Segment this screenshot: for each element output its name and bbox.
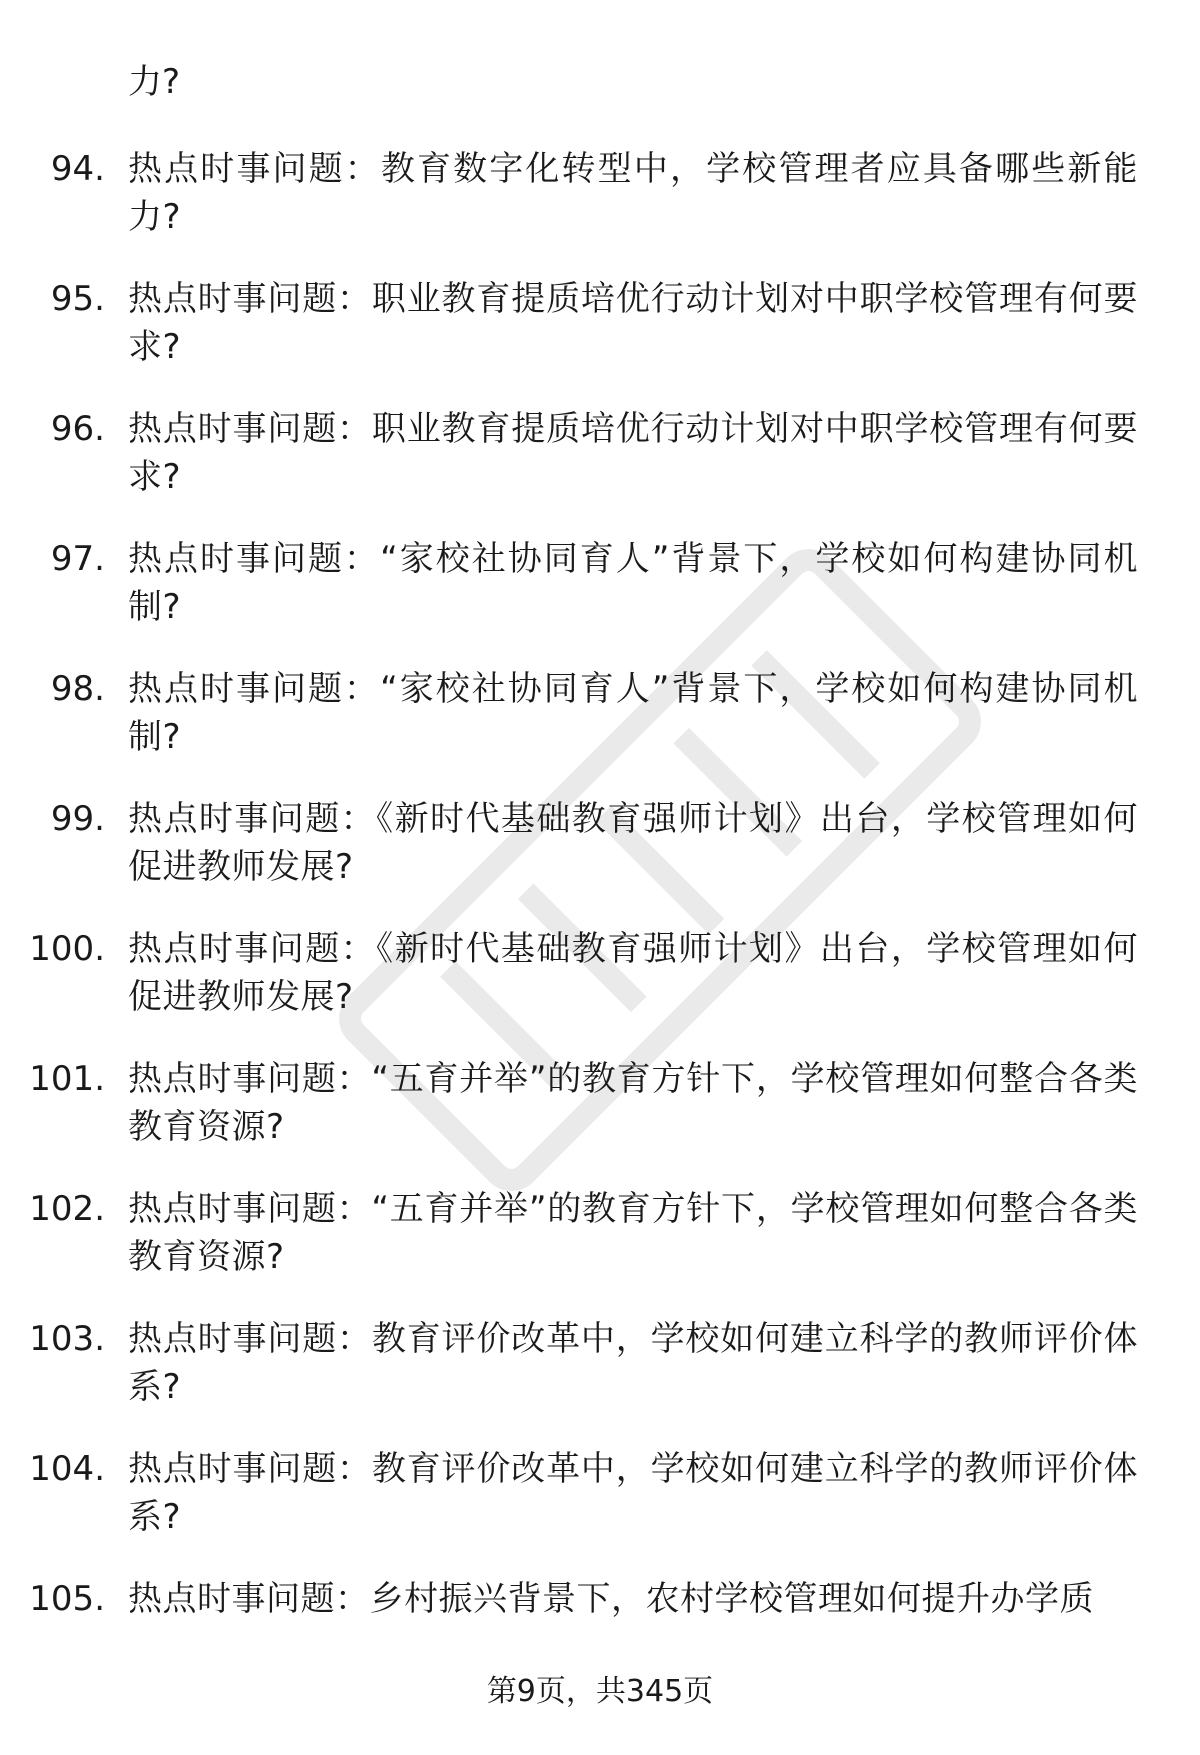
question-item <box>0 925 1200 1055</box>
question-number: 96. <box>50 409 105 449</box>
question-text: 热点时事问题：乡村振兴背景下，农村学校管理如何提升办学质 <box>128 1579 1094 1619</box>
question-item <box>0 535 1200 665</box>
question-number: 99. <box>50 799 105 839</box>
question-item <box>0 1055 1200 1185</box>
question-item <box>0 1445 1200 1575</box>
question-item <box>0 145 1200 275</box>
question-item <box>0 275 1200 405</box>
continued-question-text: 力? <box>128 62 181 102</box>
question-text: 热点时事问题：“家校社协同育人”背景下，学校如何构建协同机制? <box>128 669 1138 757</box>
question-item <box>0 665 1200 795</box>
question-number: 94. <box>50 149 105 189</box>
question-number: 102. <box>29 1189 105 1229</box>
question-text: 热点时事问题：教育评价改革中，学校如何建立科学的教师评价体系? <box>128 1449 1138 1537</box>
question-number: 97. <box>50 539 105 579</box>
question-text: 热点时事问题：教育评价改革中，学校如何建立科学的教师评价体系? <box>128 1319 1138 1407</box>
question-text: 热点时事问题：职业教育提质培优行动计划对中职学校管理有何要求? <box>128 279 1138 367</box>
question-item <box>0 405 1200 535</box>
question-number: 105. <box>29 1579 105 1619</box>
question-text: 热点时事问题：“家校社协同育人”背景下，学校如何构建协同机制? <box>128 539 1138 627</box>
question-number: 100. <box>29 929 105 969</box>
page-footer: 第9页，共345页 <box>486 1674 714 1709</box>
question-number: 103. <box>29 1319 105 1359</box>
question-item <box>0 1315 1200 1445</box>
question-text: 热点时事问题：“五育并举”的教育方针下，学校管理如何整合各类教育资源? <box>128 1189 1138 1277</box>
question-number: 98. <box>50 669 105 709</box>
question-item <box>0 795 1200 925</box>
question-number: 95. <box>50 279 105 319</box>
question-item <box>0 1185 1200 1315</box>
question-text: 热点时事问题：“五育并举”的教育方针下，学校管理如何整合各类教育资源? <box>128 1059 1138 1147</box>
question-list <box>0 145 1200 1705</box>
question-number: 101. <box>29 1059 105 1099</box>
question-text: 热点时事问题：职业教育提质培优行动计划对中职学校管理有何要求? <box>128 409 1138 497</box>
question-text: 热点时事问题：《新时代基础教育强师计划》出台，学校管理如何促进教师发展? <box>128 799 1138 887</box>
question-number: 104. <box>29 1449 105 1489</box>
question-text: 热点时事问题：教育数字化转型中，学校管理者应具备哪些新能力? <box>128 149 1138 237</box>
question-text: 热点时事问题：《新时代基础教育强师计划》出台，学校管理如何促进教师发展? <box>128 929 1138 1017</box>
